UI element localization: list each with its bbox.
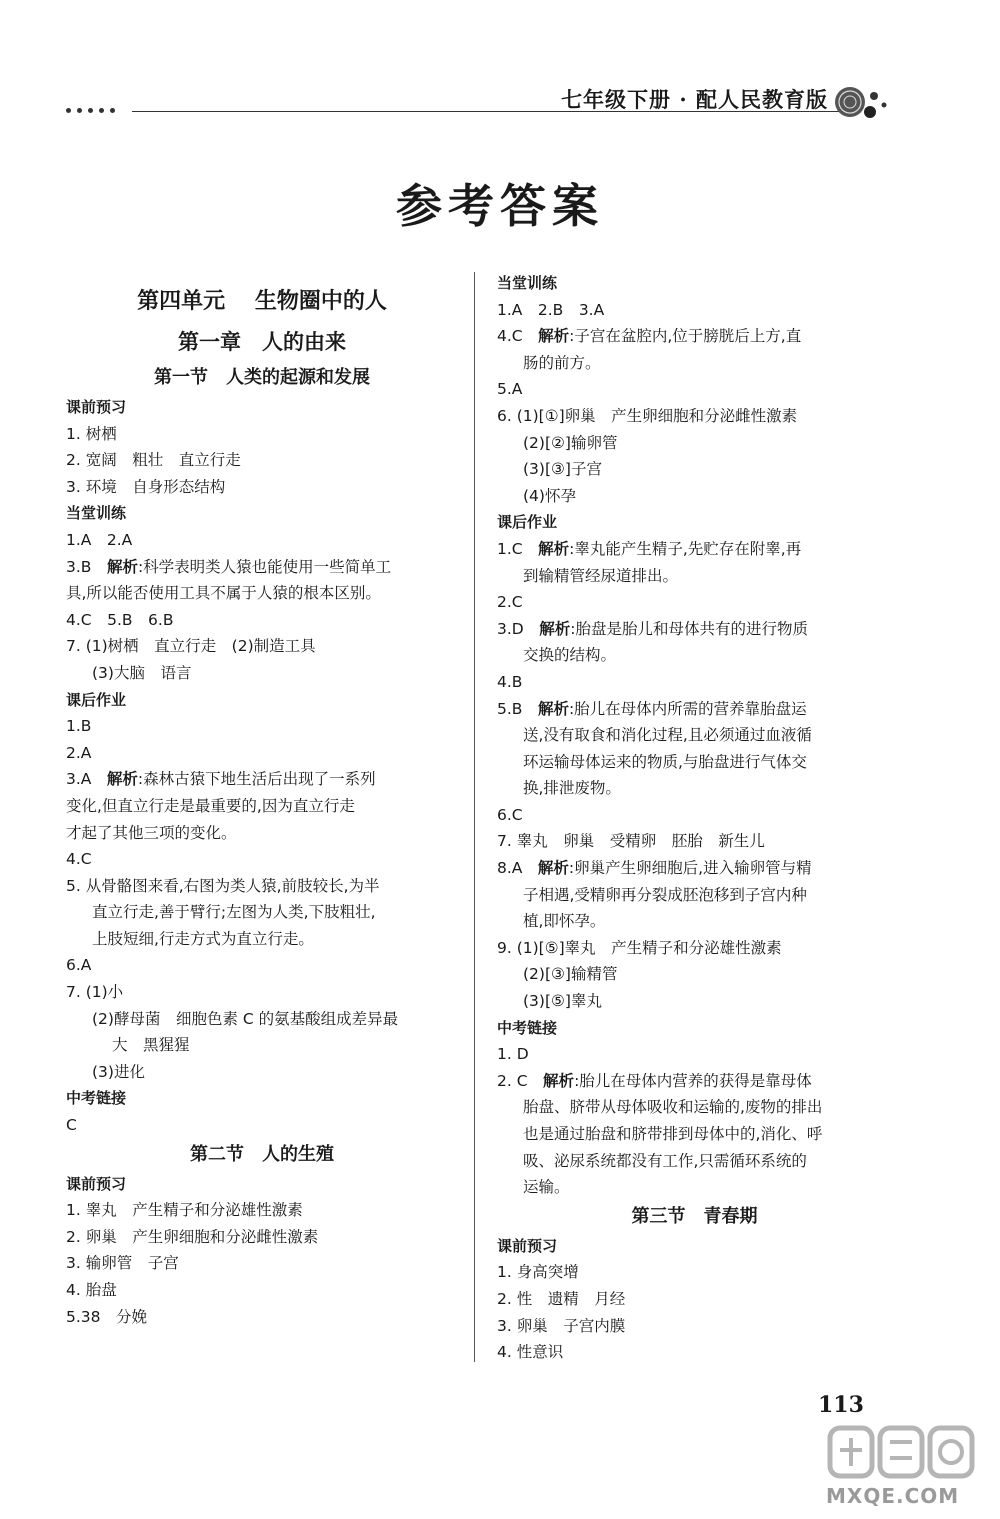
subheading: 当堂训练 bbox=[66, 504, 127, 523]
answer-line: (3)[⑤]睾丸 bbox=[523, 992, 602, 1011]
answer-line: 4. 胎盘 bbox=[66, 1281, 117, 1299]
book-logo-icon bbox=[830, 78, 890, 124]
subheading: 课后作业 bbox=[497, 513, 558, 532]
answer-line: 3.D 解析:胎盘是胎儿和母体共有的进行物质 bbox=[497, 619, 808, 638]
section-heading: 第一节 人类的起源和发展 bbox=[154, 367, 370, 388]
subheading: 课前预习 bbox=[66, 1174, 127, 1193]
answer-line: 4. 性意识 bbox=[497, 1343, 564, 1362]
answer-line: 3.B 解析:科学表明类人猿也能使用一些简单工 bbox=[66, 557, 392, 576]
answer-line: 6.C bbox=[497, 805, 523, 824]
answer-line: 上肢短细,行走方式为直立行走。 bbox=[92, 929, 314, 948]
answer-line: 大 黑猩猩 bbox=[112, 1036, 190, 1055]
answer-line: 7. 睾丸 卵巢 受精卵 胚胎 新生儿 bbox=[497, 832, 765, 851]
answer-line: 交换的结构。 bbox=[523, 646, 617, 665]
answer-line: (2)[②]输卵管 bbox=[523, 433, 618, 452]
answer-line: 换,排泄废物。 bbox=[523, 779, 621, 798]
section-heading: 第三节 青春期 bbox=[631, 1205, 758, 1227]
answer-line: 也是通过胎盘和脐带排到母体中的,消化、呼 bbox=[523, 1125, 823, 1143]
answer-line: 6. (1)[①]卵巢 产生卵细胞和分泌雌性激素 bbox=[497, 406, 798, 425]
answer-line: 环运输母体运来的物质,与胎盘进行气体交 bbox=[523, 752, 807, 771]
subheading: 当堂训练 bbox=[497, 274, 558, 292]
page-number: 113 bbox=[818, 1392, 864, 1418]
answer-line: 4.C bbox=[66, 850, 92, 869]
answer-line: 8.A 解析:卵巢产生卵细胞后,进入输卵管与精 bbox=[497, 859, 812, 878]
answer-line: 3. 环境 自身形态结构 bbox=[66, 477, 226, 496]
subheading: 课前预习 bbox=[66, 398, 127, 416]
subheading: 课后作业 bbox=[66, 690, 127, 709]
answer-line: 2. 性 遗精 月经 bbox=[497, 1289, 626, 1308]
answer-line: 1.A 2.A bbox=[66, 530, 133, 549]
answer-line: 2.A bbox=[66, 743, 92, 762]
answer-line: 4.C 解析:子宫在盆腔内,位于膀胱后上方,直 bbox=[497, 327, 802, 346]
answer-line: 1.A 2.B 3.A bbox=[497, 300, 605, 319]
unit-heading: 第四单元 生物圈中的人 bbox=[137, 288, 387, 314]
column-divider bbox=[474, 272, 475, 1362]
answer-line: 3. 卵巢 子宫内膜 bbox=[497, 1316, 626, 1335]
answer-line: 送,没有取食和消化过程,且必须通过血液循 bbox=[523, 726, 812, 745]
section-heading: 第二节 人的生殖 bbox=[190, 1143, 334, 1165]
answer-line: 9. (1)[⑤]睾丸 产生精子和分泌雄性激素 bbox=[497, 938, 782, 957]
answer-line: 2. 卵巢 产生卵细胞和分泌雌性激素 bbox=[66, 1227, 319, 1246]
answer-line: 到输精管经尿道排出。 bbox=[523, 566, 679, 585]
right-column bbox=[497, 270, 892, 1366]
answer-line: 1. D bbox=[497, 1045, 529, 1064]
answer-line: 吸、泌尿系统都没有工作,只需循环系统的 bbox=[523, 1151, 807, 1170]
answer-line: 子相遇,受精卵再分裂成胚泡移到子宫内种 bbox=[523, 885, 807, 904]
answer-line: (4)怀孕 bbox=[523, 486, 576, 505]
answer-line: 4.C 5.B 6.B bbox=[66, 610, 174, 629]
answer-line: 2. 宽阔 粗壮 直立行走 bbox=[66, 451, 241, 470]
subheading: 课前预习 bbox=[497, 1236, 558, 1255]
answer-line: 变化,但直立行走是最重要的,因为直立行走 bbox=[66, 796, 355, 815]
answer-line: 1. 身高突增 bbox=[497, 1263, 579, 1282]
answer-line: 7. (1)小 bbox=[66, 983, 124, 1002]
header-dots bbox=[66, 108, 115, 113]
answer-line: 1.B bbox=[66, 717, 92, 736]
answer-line: 2. C 解析:胎儿在母体内营养的获得是靠母体 bbox=[497, 1071, 812, 1090]
answer-line: (3)进化 bbox=[92, 1062, 145, 1081]
chapter-heading: 第一章 人的由来 bbox=[178, 329, 346, 354]
answer-line: 3.A 解析:森林古猿下地生活后出现了一系列 bbox=[66, 770, 376, 789]
answer-line: 1.C 解析:睾丸能产生精子,先贮存在附睾,再 bbox=[497, 539, 802, 558]
answer-line: 肠的前方。 bbox=[523, 353, 601, 372]
answer-line: 2.C bbox=[497, 593, 523, 612]
answer-line: 4.B bbox=[497, 672, 523, 691]
answer-line: 3. 输卵管 子宫 bbox=[66, 1254, 179, 1273]
answer-line: 运输。 bbox=[523, 1178, 570, 1197]
answer-line: 直立行走,善于臂行;左图为人类,下肢粗壮, bbox=[92, 903, 376, 922]
page-title: 参考答案 bbox=[396, 179, 604, 233]
answer-line: 5.A bbox=[497, 380, 523, 399]
answer-line: 6.A bbox=[66, 956, 92, 975]
answer-line: 7. (1)树栖 直立行走 (2)制造工具 bbox=[66, 637, 316, 656]
subheading: 中考链接 bbox=[497, 1018, 558, 1037]
answer-line: 1. 树栖 bbox=[66, 424, 117, 443]
answer-line: 5.38 分娩 bbox=[66, 1307, 148, 1326]
answer-line: (3)大脑 语言 bbox=[92, 663, 192, 682]
header-title: 七年级下册 · 配人民教育版 bbox=[561, 87, 828, 112]
answer-line: 5.B 解析:胎儿在母体内所需的营养靠胎盘运 bbox=[497, 699, 807, 718]
answer-line: 胎盘、脐带从母体吸收和运输的,废物的排出 bbox=[523, 1098, 823, 1117]
answer-line: 植,即怀孕。 bbox=[523, 912, 606, 931]
answer-line: (2)酵母菌 细胞色素 C 的氨基酸组成差异最 bbox=[92, 1009, 399, 1028]
answer-line: 1. 睾丸 产生精子和分泌雄性激素 bbox=[66, 1201, 303, 1220]
answer-line: 5. 从骨骼图来看,右图为类人猿,前肢较长,为半 bbox=[66, 876, 380, 895]
answer-line: 才起了其他三项的变化。 bbox=[66, 823, 237, 842]
answer-line: C bbox=[66, 1116, 77, 1135]
answer-line: 具,所以能否使用工具不属于人猿的根本区别。 bbox=[66, 584, 381, 603]
left-column bbox=[66, 270, 458, 1330]
subheading: 中考链接 bbox=[66, 1089, 127, 1108]
watermark-text: MXQE.COM bbox=[826, 1484, 960, 1508]
answer-line: (2)[③]输精管 bbox=[523, 965, 618, 984]
answer-line: (3)[③]子宫 bbox=[523, 460, 602, 479]
